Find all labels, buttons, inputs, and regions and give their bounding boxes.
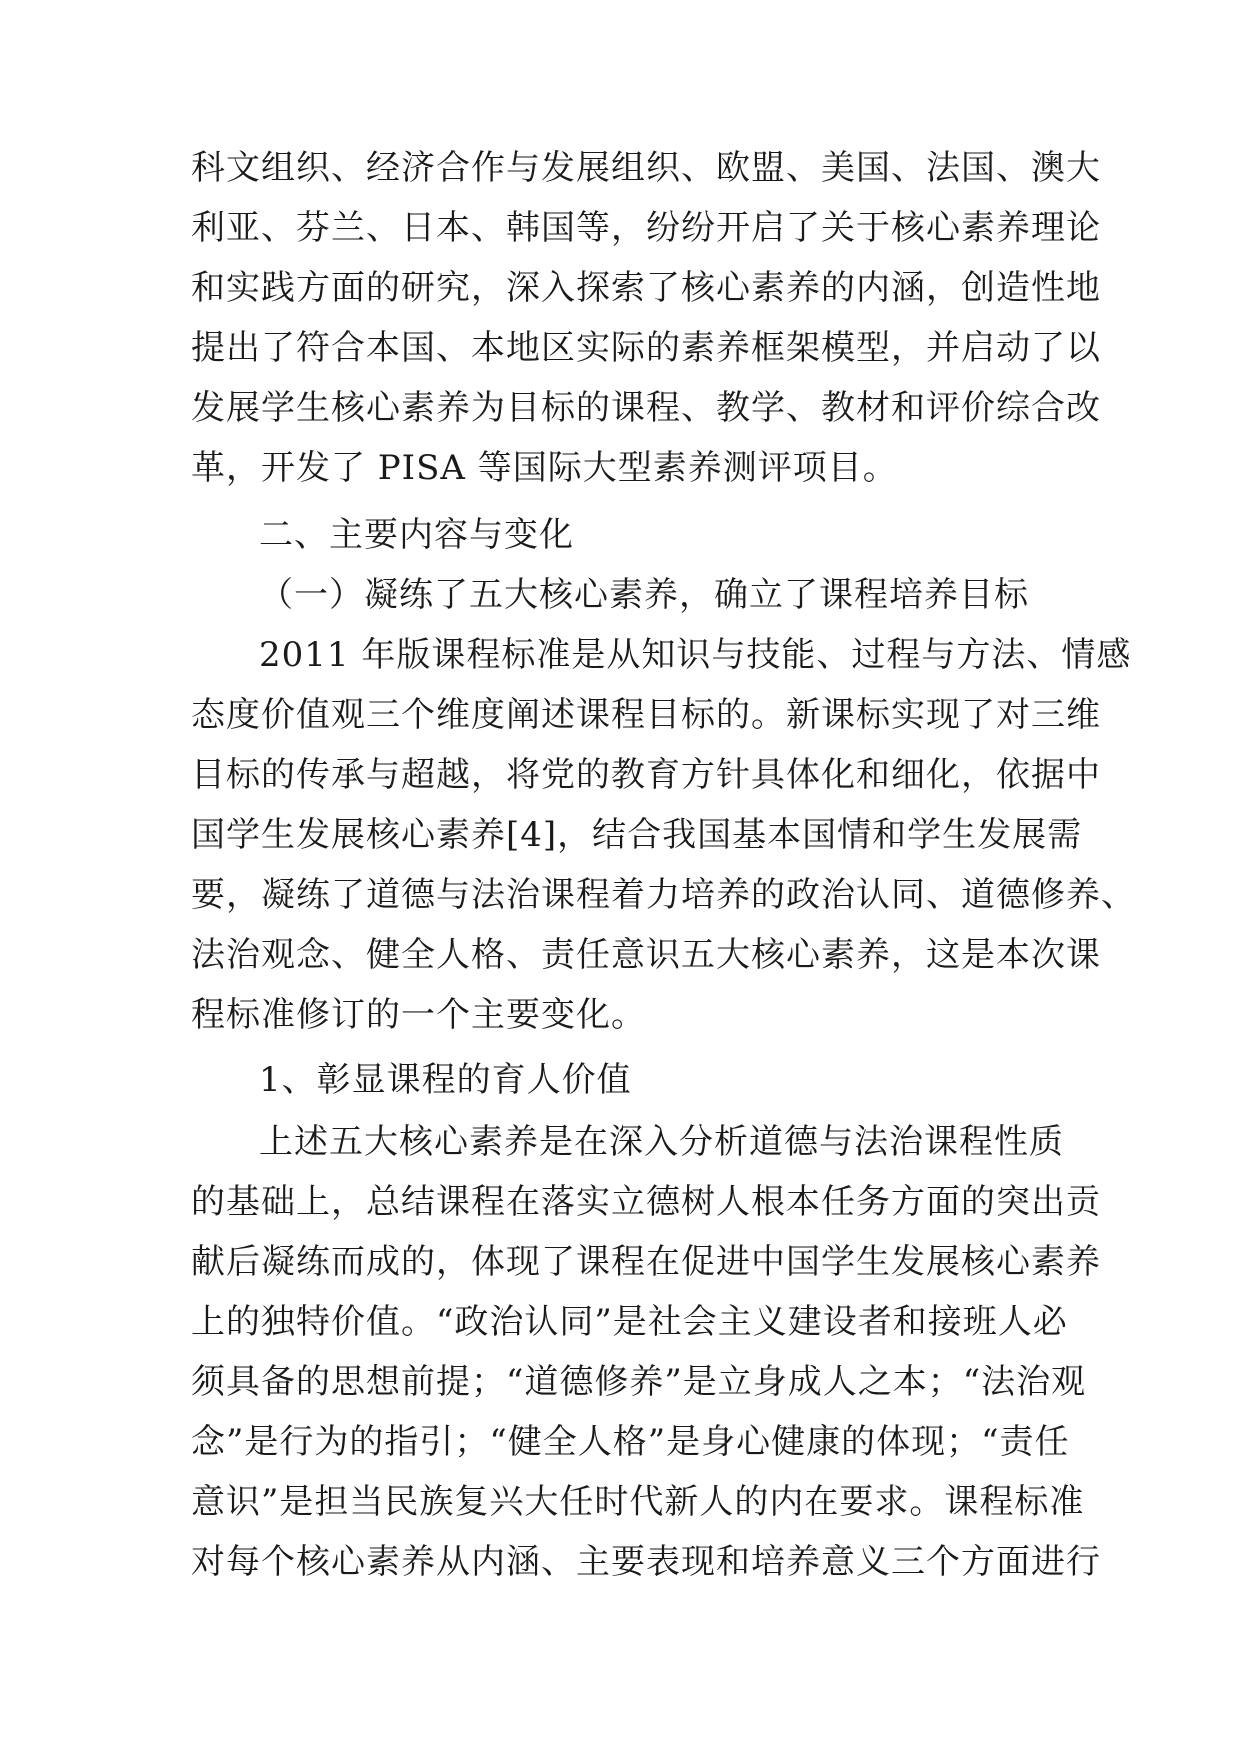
section-heading: 二、主要内容与变化 xyxy=(259,515,574,555)
body-text-line: 科文组织、经济合作与发展组织、欧盟、美国、法国、澳大 xyxy=(191,148,1101,188)
body-text-line: 献后凝练而成的，体现了课程在促进中国学生发展核心素养 xyxy=(191,1242,1101,1282)
subsection-heading: （一）凝练了五大核心素养，确立了课程培养目标 xyxy=(259,575,1029,615)
body-text-line: 意识”是担当民族复兴大任时代新人的内在要求。课程标准 xyxy=(191,1482,1085,1522)
body-text-line: 上述五大核心素养是在深入分析道德与法治课程性质 xyxy=(259,1122,1064,1162)
body-text-line: 上的独特价值。“政治认同”是社会主义建设者和接班人必 xyxy=(191,1302,1068,1342)
body-text-line: 程标准修订的一个主要变化。 xyxy=(191,995,646,1035)
body-text-line: 发展学生核心素养为目标的课程、教学、教材和评价综合改 xyxy=(191,388,1101,428)
body-text-line: 2011 年版课程标准是从知识与技能、过程与方法、情感 xyxy=(259,635,1132,675)
body-text-line: 提出了符合本国、本地区实际的素养框架模型，并启动了以 xyxy=(191,328,1101,368)
body-text-line: 法治观念、健全人格、责任意识五大核心素养，这是本次课 xyxy=(191,935,1101,975)
body-text-line: 国学生发展核心素养[4]，结合我国基本国情和学生发展需 xyxy=(191,815,1083,855)
body-text-line: 态度价值观三个维度阐述课程目标的。新课标实现了对三维 xyxy=(191,695,1101,735)
body-text-line: 和实践方面的研究，深入探索了核心素养的内涵，创造性地 xyxy=(191,268,1101,308)
point-heading: 1、彰显课程的育人价值 xyxy=(259,1060,632,1100)
body-text-line: 对每个核心素养从内涵、主要表现和培养意义三个方面进行 xyxy=(191,1542,1101,1582)
body-text-line: 革，开发了 PISA 等国际大型素养测评项目。 xyxy=(191,448,898,488)
body-text-line: 的基础上，总结课程在落实立德树人根本任务方面的突出贡 xyxy=(191,1182,1101,1222)
body-text-line: 目标的传承与超越，将党的教育方针具体化和细化，依据中 xyxy=(191,755,1101,795)
body-text-line: 须具备的思想前提；“道德修养”是立身成人之本；“法治观 xyxy=(191,1362,1087,1402)
body-text-line: 要，凝练了道德与法治课程着力培养的政治认同、道德修养、 xyxy=(191,875,1136,915)
body-text-line: 利亚、芬兰、日本、韩国等，纷纷开启了关于核心素养理论 xyxy=(191,208,1101,248)
body-text-line: 念”是行为的指引；“健全人格”是身心健康的体现；“责任 xyxy=(191,1422,1070,1462)
